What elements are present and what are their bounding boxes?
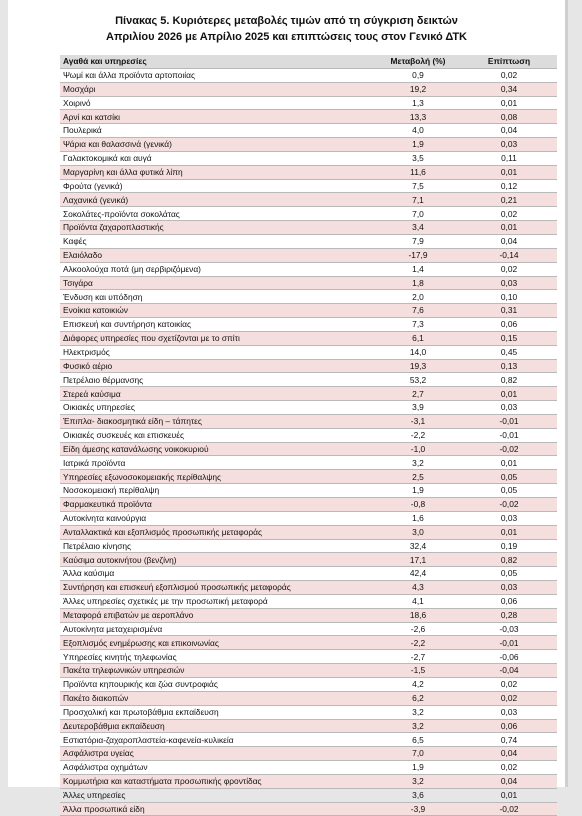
table-row: [60, 165, 557, 179]
row-item-cell: Πακέτο διακοπών: [60, 691, 375, 705]
row-item-cell: Γαλακτοκομικά και αυγά: [60, 151, 375, 165]
row-impact-cell: 0,13: [461, 359, 557, 373]
row-item-cell: Ασφάλιστρα οχημάτων: [60, 761, 375, 775]
row-item-cell: Πακέτα τηλεφωνικών υπηρεσιών: [60, 664, 375, 678]
row-item-cell: Ένδυση και υπόδηση: [60, 290, 375, 304]
page-edge-shadow: [565, 0, 568, 787]
row-impact-cell: 0,03: [461, 581, 557, 595]
row-change-cell: 11,6: [375, 165, 461, 179]
price-changes-table: [60, 55, 557, 816]
table-row: [60, 664, 557, 678]
table-row: [60, 401, 557, 415]
row-impact-cell: 0,01: [461, 165, 557, 179]
table-row: [60, 553, 557, 567]
row-impact-cell: 0,10: [461, 290, 557, 304]
row-change-cell: 2,5: [375, 470, 461, 484]
row-impact-cell: -0,02: [461, 498, 557, 512]
row-impact-cell: 0,01: [461, 221, 557, 235]
table-row: [60, 594, 557, 608]
row-impact-cell: -0,03: [461, 622, 557, 636]
row-impact-cell: 0,21: [461, 193, 557, 207]
row-item-cell: Κομμωτήρια και καταστήματα προσωπικής φροντίδας: [60, 774, 375, 788]
table-row: [60, 207, 557, 221]
row-item-cell: Προϊόντα ζαχαροπλαστικής: [60, 221, 375, 235]
row-item-cell: Μαργαρίνη και άλλα φυτικά λίπη: [60, 165, 375, 179]
table-row: [60, 788, 557, 802]
row-change-cell: 18,6: [375, 608, 461, 622]
row-impact-cell: 0,08: [461, 110, 557, 124]
table-row: [60, 747, 557, 761]
row-item-cell: Προϊόντα κηπουρικής και ζώα συντροφιάς: [60, 677, 375, 691]
table-row: [60, 96, 557, 110]
row-change-cell: 1,9: [375, 484, 461, 498]
row-change-cell: 6,5: [375, 733, 461, 747]
row-item-cell: Επισκευή και συντήρηση κατοικίας: [60, 318, 375, 332]
table-row: [60, 221, 557, 235]
row-change-cell: 7,0: [375, 207, 461, 221]
row-impact-cell: -0,01: [461, 636, 557, 650]
row-impact-cell: 0,04: [461, 234, 557, 248]
row-change-cell: 1,4: [375, 262, 461, 276]
row-impact-cell: 0,04: [461, 747, 557, 761]
table-row: [60, 622, 557, 636]
table-row: [60, 677, 557, 691]
row-change-cell: 1,9: [375, 138, 461, 152]
row-item-cell: Φυσικό αέριο: [60, 359, 375, 373]
row-change-cell: -2,2: [375, 636, 461, 650]
table-row: [60, 705, 557, 719]
table-row: [60, 345, 557, 359]
row-impact-cell: 0,01: [461, 387, 557, 401]
row-change-cell: 6,1: [375, 331, 461, 345]
row-item-cell: Πετρέλαιο θέρμανσης: [60, 373, 375, 387]
row-change-cell: 32,4: [375, 539, 461, 553]
table-row: [60, 276, 557, 290]
header-goods-services: Αγαθά και υπηρεσίες: [60, 55, 375, 68]
row-change-cell: -2,2: [375, 428, 461, 442]
row-impact-cell: 0,11: [461, 151, 557, 165]
row-item-cell: Αρνί και κατσίκι: [60, 110, 375, 124]
table-header-row: [60, 55, 557, 68]
row-item-cell: Πετρέλαιο κίνησης: [60, 539, 375, 553]
row-item-cell: Άλλες υπηρεσίες σχετικές με την προσωπική μεταφορά: [60, 594, 375, 608]
row-impact-cell: 0,06: [461, 318, 557, 332]
row-item-cell: Καύσιμα αυτοκινήτου (βενζίνη): [60, 553, 375, 567]
row-item-cell: Χοιρινό: [60, 96, 375, 110]
row-item-cell: Είδη άμεσης κατανάλωσης νοικοκυριού: [60, 442, 375, 456]
row-item-cell: Διάφορες υπηρεσίες που σχετίζονται με το σπίτι: [60, 331, 375, 345]
row-change-cell: 3,2: [375, 705, 461, 719]
header-impact: Επίπτωση: [461, 55, 557, 68]
row-impact-cell: 0,02: [461, 68, 557, 82]
row-item-cell: Άλλα καύσιμα: [60, 567, 375, 581]
table-row: [60, 608, 557, 622]
table-row: [60, 539, 557, 553]
row-change-cell: 4,3: [375, 581, 461, 595]
row-impact-cell: 0,02: [461, 691, 557, 705]
row-change-cell: 1,8: [375, 276, 461, 290]
row-impact-cell: 0,45: [461, 345, 557, 359]
row-impact-cell: 0,04: [461, 774, 557, 788]
row-item-cell: Έπιπλα- διακοσμητικά είδη – τάπητες: [60, 414, 375, 428]
table-row: [60, 470, 557, 484]
table-row: [60, 511, 557, 525]
row-change-cell: -1,0: [375, 442, 461, 456]
row-item-cell: Άλλες υπηρεσίες: [60, 788, 375, 802]
row-impact-cell: 0,02: [461, 207, 557, 221]
row-item-cell: Καφές: [60, 234, 375, 248]
row-item-cell: Δευτεροβάθμια εκπαίδευση: [60, 719, 375, 733]
row-change-cell: 4,2: [375, 677, 461, 691]
table-row: [60, 248, 557, 262]
table-row: [60, 82, 557, 96]
row-change-cell: -17,9: [375, 248, 461, 262]
row-change-cell: 3,5: [375, 151, 461, 165]
row-item-cell: Οικιακές συσκευές και επισκευές: [60, 428, 375, 442]
row-change-cell: 2,0: [375, 290, 461, 304]
row-change-cell: 17,1: [375, 553, 461, 567]
row-impact-cell: 0,05: [461, 470, 557, 484]
table-row: [60, 359, 557, 373]
table-row: [60, 331, 557, 345]
row-impact-cell: 0,82: [461, 373, 557, 387]
table-row: [60, 414, 557, 428]
row-change-cell: 13,3: [375, 110, 461, 124]
row-change-cell: 7,9: [375, 234, 461, 248]
row-impact-cell: 0,03: [461, 705, 557, 719]
row-impact-cell: 0,02: [461, 677, 557, 691]
table-title: [8, 14, 565, 45]
row-impact-cell: 0,19: [461, 539, 557, 553]
row-change-cell: -1,5: [375, 664, 461, 678]
row-item-cell: Σοκολάτες-προϊόντα σοκολάτας: [60, 207, 375, 221]
row-change-cell: 3,9: [375, 401, 461, 415]
header-change-percent: Μεταβολή (%): [375, 55, 461, 68]
row-impact-cell: 0,15: [461, 331, 557, 345]
row-item-cell: Στερεά καύσιμα: [60, 387, 375, 401]
table-row: [60, 636, 557, 650]
row-impact-cell: 0,28: [461, 608, 557, 622]
row-impact-cell: -0,02: [461, 802, 557, 816]
table-row: [60, 774, 557, 788]
row-change-cell: 1,6: [375, 511, 461, 525]
row-impact-cell: 0,34: [461, 82, 557, 96]
row-item-cell: Λαχανικά (γενικά): [60, 193, 375, 207]
row-impact-cell: 0,74: [461, 733, 557, 747]
row-change-cell: 7,5: [375, 179, 461, 193]
row-item-cell: Ηλεκτρισμός: [60, 345, 375, 359]
table-row: [60, 525, 557, 539]
row-item-cell: Αυτοκίνητα μεταχειρισμένα: [60, 622, 375, 636]
table-body: [60, 68, 557, 816]
table-row: [60, 234, 557, 248]
row-item-cell: Υπηρεσίες εξωνοσοκομειακής περίθαλψης: [60, 470, 375, 484]
row-impact-cell: -0,04: [461, 664, 557, 678]
row-impact-cell: 0,06: [461, 594, 557, 608]
row-item-cell: Φρούτα (γενικά): [60, 179, 375, 193]
row-item-cell: Προσχολική και πρωτοβάθμια εκπαίδευση: [60, 705, 375, 719]
table-row: [60, 138, 557, 152]
row-change-cell: 2,7: [375, 387, 461, 401]
table-row: [60, 650, 557, 664]
row-impact-cell: -0,01: [461, 414, 557, 428]
row-change-cell: 4,1: [375, 594, 461, 608]
table-row: [60, 442, 557, 456]
table-row: [60, 498, 557, 512]
row-item-cell: Μεταφορά επιβατών με αεροπλάνο: [60, 608, 375, 622]
row-change-cell: 1,9: [375, 761, 461, 775]
row-item-cell: Ανταλλακτικά και εξοπλισμός προσωπικής μεταφοράς: [60, 525, 375, 539]
row-change-cell: 7,3: [375, 318, 461, 332]
row-impact-cell: 0,01: [461, 788, 557, 802]
row-change-cell: 7,1: [375, 193, 461, 207]
row-impact-cell: -0,01: [461, 428, 557, 442]
table-row: [60, 428, 557, 442]
row-item-cell: Νοσοκομειακή περίθαλψη: [60, 484, 375, 498]
row-impact-cell: 0,05: [461, 484, 557, 498]
row-change-cell: 1,3: [375, 96, 461, 110]
row-change-cell: 53,2: [375, 373, 461, 387]
row-change-cell: -2,7: [375, 650, 461, 664]
row-change-cell: 3,2: [375, 719, 461, 733]
row-impact-cell: 0,03: [461, 401, 557, 415]
row-impact-cell: 0,03: [461, 276, 557, 290]
row-change-cell: 14,0: [375, 345, 461, 359]
row-change-cell: 42,4: [375, 567, 461, 581]
table-row: [60, 761, 557, 775]
table-row: [60, 719, 557, 733]
row-item-cell: Ψάρια και θαλασσινά (γενικά): [60, 138, 375, 152]
row-change-cell: 19,2: [375, 82, 461, 96]
row-change-cell: 4,0: [375, 124, 461, 138]
row-item-cell: Οικιακές υπηρεσίες: [60, 401, 375, 415]
row-change-cell: -3,1: [375, 414, 461, 428]
table-row: [60, 179, 557, 193]
row-change-cell: 7,6: [375, 304, 461, 318]
row-impact-cell: 0,03: [461, 138, 557, 152]
row-change-cell: 3,2: [375, 456, 461, 470]
table-row: [60, 318, 557, 332]
row-change-cell: -2,6: [375, 622, 461, 636]
table-row: [60, 484, 557, 498]
row-item-cell: Τσιγάρα: [60, 276, 375, 290]
row-item-cell: Αυτοκίνητα καινούργια: [60, 511, 375, 525]
row-impact-cell: 0,12: [461, 179, 557, 193]
row-change-cell: -3,9: [375, 802, 461, 816]
row-impact-cell: 0,31: [461, 304, 557, 318]
row-impact-cell: 0,03: [461, 511, 557, 525]
table-row: [60, 733, 557, 747]
table-row: [60, 456, 557, 470]
table-row: [60, 151, 557, 165]
table-row: [60, 68, 557, 82]
table-row: [60, 304, 557, 318]
table-row: [60, 567, 557, 581]
row-impact-cell: -0,02: [461, 442, 557, 456]
row-change-cell: 7,0: [375, 747, 461, 761]
table-row: [60, 262, 557, 276]
table-row: [60, 373, 557, 387]
row-impact-cell: 0,01: [461, 456, 557, 470]
table-row: [60, 290, 557, 304]
row-item-cell: Συντήρηση και επισκευή εξοπλισμού προσωπικής μεταφοράς: [60, 581, 375, 595]
row-impact-cell: 0,06: [461, 719, 557, 733]
row-change-cell: 19,3: [375, 359, 461, 373]
row-item-cell: Πουλερικά: [60, 124, 375, 138]
table-row: [60, 193, 557, 207]
row-change-cell: 3,6: [375, 788, 461, 802]
row-change-cell: 0,9: [375, 68, 461, 82]
table-row: [60, 387, 557, 401]
table-row: [60, 802, 557, 816]
row-change-cell: 3,2: [375, 774, 461, 788]
row-impact-cell: 0,01: [461, 96, 557, 110]
table-row: [60, 691, 557, 705]
row-item-cell: Ψωμί και άλλα προϊόντα αρτοποιίας: [60, 68, 375, 82]
row-change-cell: 3,4: [375, 221, 461, 235]
row-impact-cell: -0,14: [461, 248, 557, 262]
row-item-cell: Φαρμακευτικά προϊόντα: [60, 498, 375, 512]
row-impact-cell: 0,05: [461, 567, 557, 581]
row-item-cell: Αλκοολούχα ποτά (μη σερβιριζόμενα): [60, 262, 375, 276]
row-item-cell: Ασφάλιστρα υγείας: [60, 747, 375, 761]
row-change-cell: -0,8: [375, 498, 461, 512]
row-change-cell: 3,0: [375, 525, 461, 539]
table-row: [60, 581, 557, 595]
row-item-cell: Άλλα προσωπικά είδη: [60, 802, 375, 816]
row-item-cell: Εξοπλισμός ενημέρωσης και επικοινωνίας: [60, 636, 375, 650]
row-item-cell: Ελαιόλαδο: [60, 248, 375, 262]
row-item-cell: Μοσχάρι: [60, 82, 375, 96]
row-item-cell: Υπηρεσίες κινητής τηλεφωνίας: [60, 650, 375, 664]
table-title-line-2: Απριλίου 2026 με Απρίλιο 2025 και επιπτώσεις τους στον Γενικό ΔΤΚ: [106, 30, 467, 43]
row-change-cell: 6,2: [375, 691, 461, 705]
row-impact-cell: 0,82: [461, 553, 557, 567]
row-item-cell: Ιατρικά προϊόντα: [60, 456, 375, 470]
row-item-cell: Εστιατόρια-ζαχαροπλαστεία-καφενεία-κυλικεία: [60, 733, 375, 747]
table-title-line-1: Πίνακας 5. Κυριότερες μεταβολές τιμών από τη σύγκριση δεικτών: [115, 15, 458, 27]
row-impact-cell: 0,04: [461, 124, 557, 138]
row-impact-cell: -0,06: [461, 650, 557, 664]
row-impact-cell: 0,02: [461, 262, 557, 276]
row-impact-cell: 0,02: [461, 761, 557, 775]
table-row: [60, 110, 557, 124]
row-impact-cell: 0,01: [461, 525, 557, 539]
table-row: [60, 124, 557, 138]
row-item-cell: Ενοίκια κατοικιών: [60, 304, 375, 318]
